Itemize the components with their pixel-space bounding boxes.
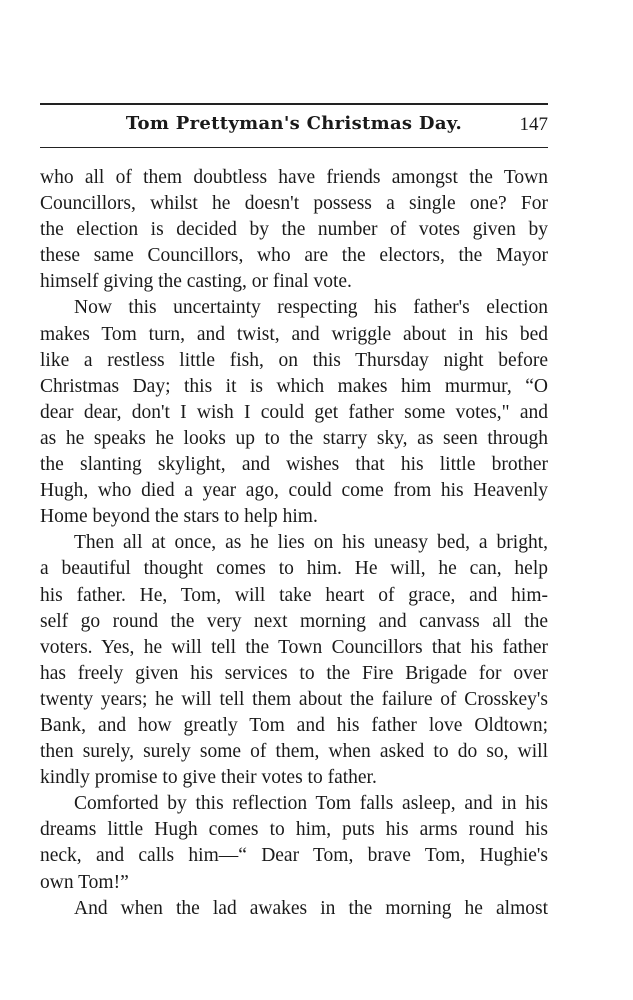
running-title: Tom Prettyman's Christmas Day. [125,113,463,134]
text-line: like a restless little fish, on this Thursday night before [40,349,548,371]
text-line: own Tom!” [40,871,129,893]
text-line: himself giving the casting, or final vote. [40,271,352,293]
text-line: And when the lad awakes in the morning he almost [74,897,548,919]
text-line: the slanting skylight, and wishes that his little brother [40,454,548,476]
text-line: voters. Yes, he will tell the Town Councillors that his father [40,636,548,658]
text-line: Home beyond the stars to help him. [40,506,318,528]
text-line: Comforted by this reflection Tom falls asleep, and in his [74,793,548,815]
header-top-rule [40,103,548,105]
text-line: neck, and calls him—“ Dear Tom, brave Tom, Hughie's [40,845,548,867]
text-line: twenty years; he will tell them about the failure of Crosskey's [40,688,548,710]
text-line: Bank, and how greatly Tom and his father love Oldtown; [40,714,548,736]
text-line: has freely given his services to the Fire Brigade for over [40,662,548,684]
text-line: kindly promise to give their votes to father. [40,767,377,789]
text-line: Councillors, whilst he doesn't possess a single one? For [40,193,548,215]
text-line: as he speaks he looks up to the starry sky, as seen through [40,427,548,449]
text-line: his father. He, Tom, will take heart of grace, and him- [40,584,548,606]
text-line: then surely, surely some of them, when asked to do so, will [40,741,548,763]
text-line: dreams little Hugh comes to him, puts his arms round his [40,819,548,841]
text-line: Hugh, who died a year ago, could come from his Heavenly [40,480,548,502]
text-line: Christmas Day; this it is which makes him murmur, “O [40,375,548,397]
text-line: who all of them doubtless have friends amongst the Town [40,167,548,188]
text-line: Then all at once, as he lies on his uneasy bed, a bright, [74,532,548,554]
body-text [40,165,548,922]
text-line: the election is decided by the number of votes given by [40,219,548,241]
page-number: 147 [519,114,548,135]
text-line: a beautiful thought comes to him. He will, he can, help [40,558,548,580]
text-line: these same Councillors, who are the electors, the Mayor [40,245,548,267]
text-line: Now this uncertainty respecting his father's election [74,297,548,319]
text-line: makes Tom turn, and twist, and wriggle about in his bed [40,323,548,345]
text-line: self go round the very next morning and canvass all the [40,610,548,632]
header-bottom-rule [40,147,548,148]
text-line: dear dear, don't I wish I could get father some votes," and [40,401,548,423]
